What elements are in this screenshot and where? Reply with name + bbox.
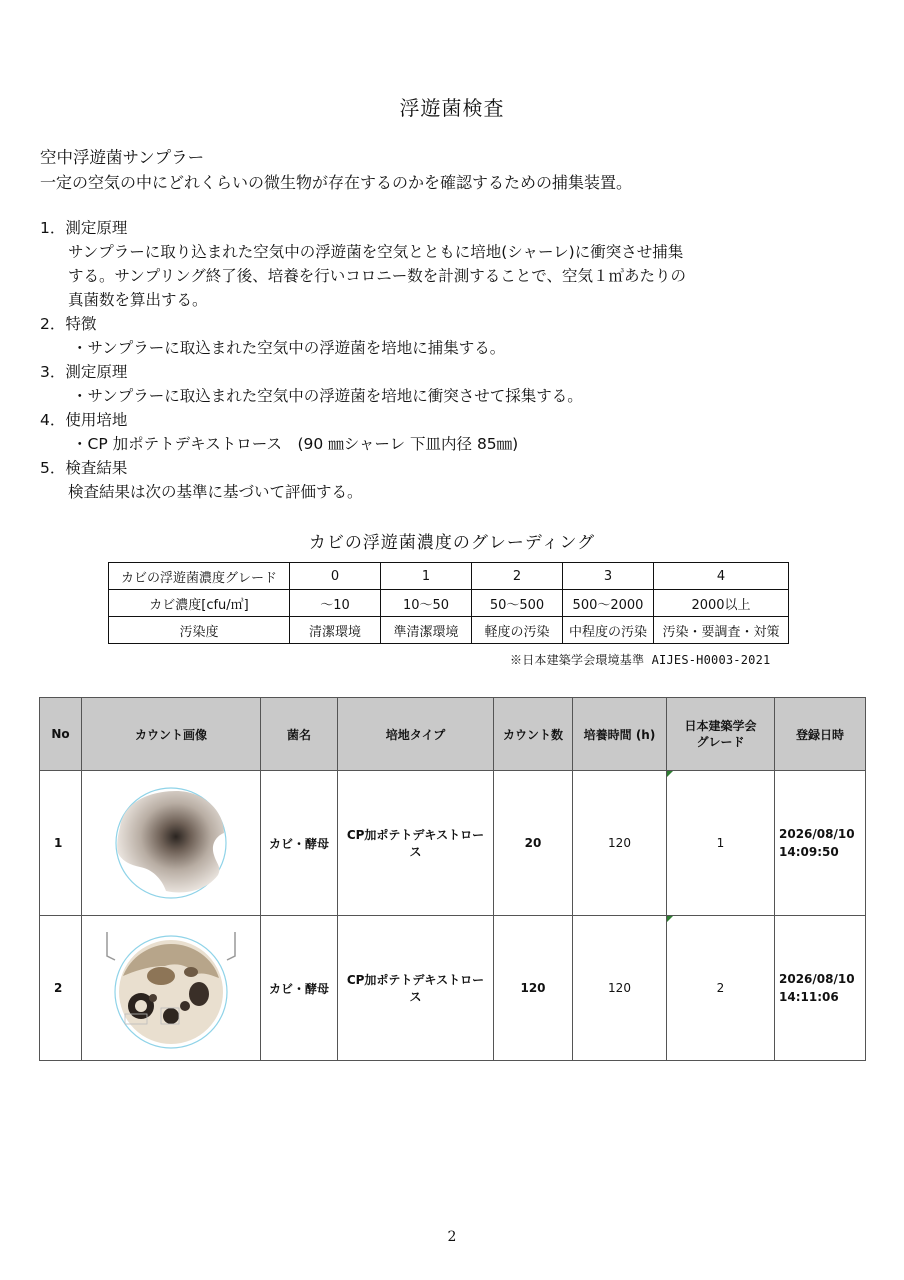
header-count: カウント数 — [494, 698, 573, 771]
grading-cell: カビ濃度[cfu/㎥] — [109, 590, 290, 617]
row-grade-value: 1 — [716, 836, 725, 850]
cell-flag — [667, 916, 673, 922]
section-line: 真菌数を算出する。 — [68, 291, 208, 309]
cell-flag — [667, 771, 673, 777]
grading-cell: 清潔環境 — [290, 617, 381, 644]
grading-cell: 2 — [472, 563, 563, 590]
header-date: 登録日時 — [775, 698, 866, 771]
grading-cell: 中程度の汚染 — [563, 617, 654, 644]
row-grade — [667, 916, 775, 1061]
grading-cell: 500～2000 — [563, 590, 654, 617]
grading-cell: 準清潔環境 — [381, 617, 472, 644]
grading-row — [109, 590, 789, 617]
petri-dish-image — [101, 926, 241, 1050]
grading-table — [108, 562, 789, 644]
row-date: 2026/08/10 — [779, 972, 855, 986]
header-image: カウント画像 — [82, 698, 261, 771]
count-image-cell — [82, 771, 261, 916]
section-heading: 4．使用培地 — [40, 411, 128, 429]
grading-cell: 10～50 — [381, 590, 472, 617]
subtitle: 空中浮遊菌サンプラー — [40, 148, 205, 167]
grading-note: ※日本建築学会環境基準 AIJES-H0003-2021 — [510, 653, 771, 667]
grading-cell: 50～500 — [472, 590, 563, 617]
grading-cell: カビの浮遊菌濃度グレード — [109, 563, 290, 590]
grading-title: カビの浮遊菌濃度のグレーディング — [308, 533, 596, 553]
row-no: 2 — [40, 916, 82, 1061]
grading-cell: 1 — [381, 563, 472, 590]
page-number: 2 — [447, 1229, 457, 1245]
table-row — [40, 916, 866, 1061]
row-no: 1 — [40, 771, 82, 916]
row-hours: 120 — [573, 771, 667, 916]
row-datetime — [775, 771, 866, 916]
section-heading: 3．測定原理 — [40, 363, 128, 381]
row-medium: CP加ポテトデキストロース — [338, 771, 494, 916]
results-header-row — [40, 698, 866, 771]
row-time: 14:09:50 — [779, 845, 839, 859]
section-line: 検査結果は次の基準に基づいて評価する。 — [68, 483, 363, 501]
row-count: 20 — [494, 771, 573, 916]
section-line: ・サンプラーに取込まれた空気中の浮遊菌を培地に捕集する。 — [72, 339, 506, 357]
grading-row — [109, 563, 789, 590]
header-no: No — [40, 698, 82, 771]
header-grade: 日本建築学会 グレード — [667, 698, 775, 771]
section-heading: 2．特徴 — [40, 315, 97, 333]
grading-row — [109, 617, 789, 644]
row-datetime — [775, 916, 866, 1061]
header-hours: 培養時間 (h) — [573, 698, 667, 771]
table-row — [40, 771, 866, 916]
section-line: サンプラーに取り込まれた空気中の浮遊菌を空気とともに培地(シャーレ)に衝突させ捕集 — [68, 243, 684, 261]
grading-cell: 汚染・要調査・対策 — [654, 617, 789, 644]
grading-cell: 汚染度 — [109, 617, 290, 644]
sections — [40, 216, 820, 504]
section-heading: 5．検査結果 — [40, 459, 128, 477]
row-grade-value: 2 — [716, 981, 725, 995]
row-count: 120 — [494, 916, 573, 1061]
row-date: 2026/08/10 — [779, 827, 855, 841]
row-organism: カビ・酵母 — [261, 771, 338, 916]
row-medium: CP加ポテトデキストロース — [338, 916, 494, 1061]
grading-cell: 軽度の汚染 — [472, 617, 563, 644]
grading-cell: 3 — [563, 563, 654, 590]
row-grade — [667, 771, 775, 916]
grading-cell: ～10 — [290, 590, 381, 617]
petri-dish-image — [106, 783, 236, 903]
section-line: ・CP 加ポテトデキストロース (90 ㎜シャーレ 下皿内径 85㎜) — [72, 435, 519, 453]
grading-cell: 0 — [290, 563, 381, 590]
grading-cell: 4 — [654, 563, 789, 590]
section-line: ・サンプラーに取込まれた空気中の浮遊菌を培地に衝突させて採集する。 — [72, 387, 583, 405]
results-table — [39, 697, 866, 1061]
row-hours: 120 — [573, 916, 667, 1061]
grading-cell: 2000以上 — [654, 590, 789, 617]
header-organism: 菌名 — [261, 698, 338, 771]
count-image-cell — [82, 916, 261, 1061]
row-time: 14:11:06 — [779, 990, 839, 1004]
header-medium: 培地タイプ — [338, 698, 494, 771]
intro-text: 一定の空気の中にどれくらいの微生物が存在するのかを確認するための捕集装置。 — [40, 173, 633, 192]
section-heading: 1．測定原理 — [40, 219, 128, 237]
row-organism: カビ・酵母 — [261, 916, 338, 1061]
section-line: する。サンプリング終了後、培養を行いコロニー数を計測することで、空気１㎥あたりの — [68, 267, 686, 285]
page-title: 浮遊菌検査 — [399, 96, 505, 120]
